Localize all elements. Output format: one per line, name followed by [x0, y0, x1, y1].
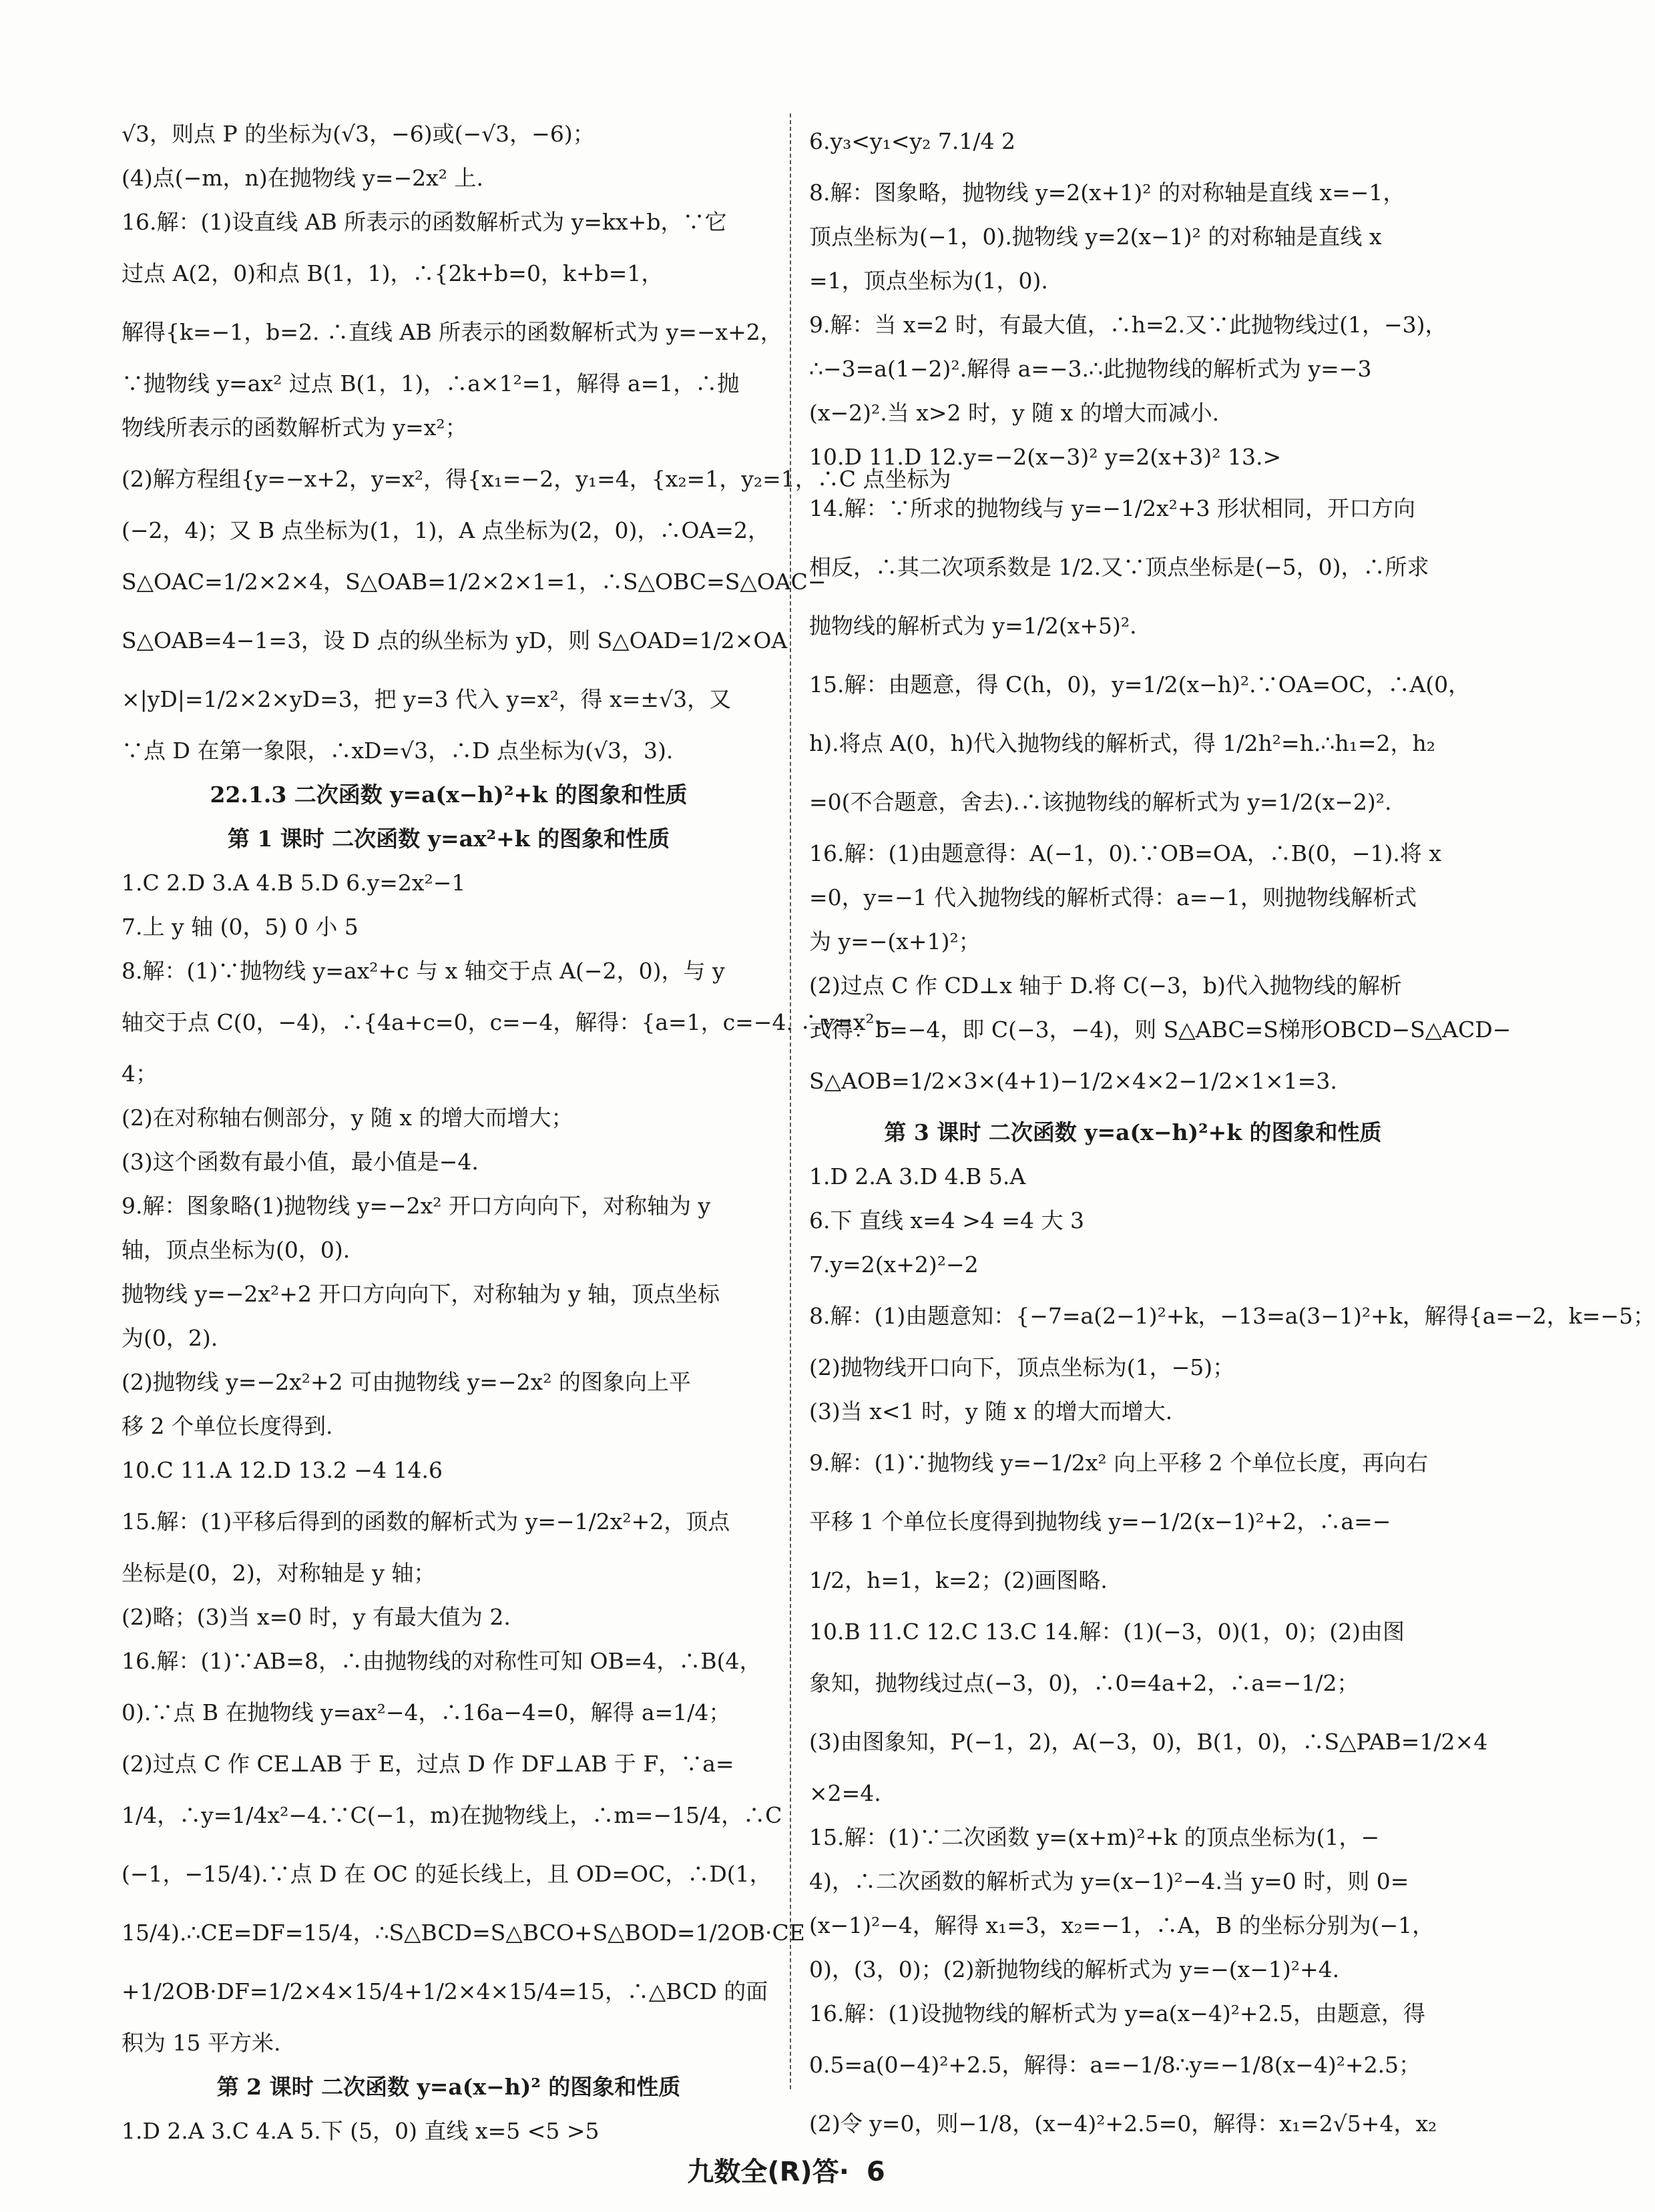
answer-line: S△OAB=4−1=3，设 D 点的纵坐标为 yD，则 S△OAD=1/2×OA: [122, 627, 788, 653]
answer-line: 坐标是(0，2)，对称轴是 y 轴；: [122, 1560, 436, 1586]
answer-line: ∵点 D 在第一象限，∴xD=√3，∴D 点坐标为(√3，3).: [122, 738, 674, 764]
answer-line: =1，顶点坐标为(1，0).: [809, 268, 1048, 294]
answer-line: 轴交于点 C(0，−4)，∴{4a+c=0，c=−4，解得：{a=1，c=−4. ∴y=x²−: [122, 1009, 893, 1035]
answer-line: 1/2，h=1，k=2；(2)画图略.: [809, 1567, 1108, 1593]
answer-line: 1.C 2.D 3.A 4.B 5.D 6.y=2x²−1: [122, 870, 466, 896]
answer-line: =0(不合题意，舍去).∴该抛物线的解析式为 y=1/2(x−2)².: [809, 789, 1392, 815]
answer-line: 抛物线 y=−2x²+2 开口方向向下，对称轴为 y 轴，顶点坐标: [122, 1281, 720, 1307]
answer-line: (4)点(−m，n)在抛物线 y=−2x² 上.: [122, 165, 483, 191]
answer-line: S△OAC=1/2×2×4，S△OAB=1/2×2×1=1，∴S△OBC=S△OAC−: [122, 569, 826, 595]
answer-line: (3)当 x<1 时，y 随 x 的增大而增大.: [809, 1398, 1173, 1424]
answer-line: (2)略；(3)当 x=0 时，y 有最大值为 2.: [122, 1604, 511, 1630]
answer-line: 9.解：当 x=2 时，有最大值，∴h=2.又∵此抛物线过(1，−3)，: [809, 312, 1447, 338]
answer-line: ∴−3=a(1−2)².解得 a=−3.∴此抛物线的解析式为 y=−3: [809, 356, 1372, 382]
answer-line: (−1，−15/4).∵点 D 在 OC 的延长线上，且 OD=OC，∴D(1，: [122, 1861, 772, 1887]
answer-line: (2)解方程组{y=−x+2，y=x²，得{x₁=−2，y₁=4，{x₂=1，y₂=1，∴C 点坐标为: [122, 466, 951, 492]
answer-line: ∵抛物线 y=ax² 过点 B(1，1)，∴a×1²=1，解得 a=1，∴抛: [122, 370, 740, 396]
answer-line: 16.解：(1)∵AB=8，∴由抛物线的对称性可知 OB=4，∴B(4，: [122, 1648, 762, 1674]
answer-line: 15.解：(1)平移后得到的函数的解析式为 y=−1/2x²+2，顶点: [122, 1508, 730, 1535]
answer-line: 14.解：∵所求的抛物线与 y=−1/2x²+3 形状相同，开口方向: [809, 495, 1415, 521]
answer-line: 过点 A(2，0)和点 B(1，1)，∴{2k+b=0，k+b=1，: [122, 260, 664, 286]
answer-line: (−2，4)；又 B 点坐标为(1，1)，A 点坐标为(2，0)，∴OA=2，: [122, 517, 770, 543]
answer-line: 10.B 11.C 12.C 13.C 14.解：(1)(−3，0)(1，0)；(2)由图: [809, 1619, 1405, 1645]
answer-line: 为(0，2).: [122, 1325, 218, 1351]
answer-line: (3)这个函数有最小值，最小值是−4.: [122, 1149, 479, 1175]
answer-line: ×|yD|=1/2×2×yD=3，把 y=3 代入 y=x²，得 x=±√3，又: [122, 686, 732, 712]
answer-line: (2)抛物线开口向下，顶点坐标为(1，−5)；: [809, 1354, 1235, 1380]
answer-line: 解得{k=−1，b=2. ∴直线 AB 所表示的函数解析式为 y=−x+2，: [122, 319, 782, 345]
answer-line: ×2=4.: [809, 1780, 881, 1806]
answer-line: (2)抛物线 y=−2x²+2 可由抛物线 y=−2x² 的图象向上平: [122, 1369, 691, 1395]
answer-line: 16.解：(1)设直线 AB 所表示的函数解析式为 y=kx+b，∵它: [122, 209, 727, 235]
answer-line: 8.解：(1)由题意知：{−7=a(2−1)²+k，−13=a(3−1)²+k，解得{a=−2，k=−5；: [809, 1303, 1655, 1329]
answer-line: 6.y₃<y₁<y₂ 7.1/4 2: [809, 128, 1015, 154]
column-divider: [790, 113, 791, 2089]
section-heading: 22.1.3 二次函数 y=a(x−h)²+k 的图象和性质: [210, 782, 688, 808]
answer-line: (x−2)².当 x>2 时，y 随 x 的增大而减小.: [809, 400, 1220, 426]
answer-line: 相反，∴其二次项系数是 1/2.又∵顶点坐标是(−5，0)，∴所求: [809, 554, 1429, 580]
answer-line: 1.D 2.A 3.C 4.A 5.下 (5，0) 直线 x=5 <5 >5: [122, 2118, 600, 2144]
answer-line: 抛物线的解析式为 y=1/2(x+5)².: [809, 613, 1137, 639]
right-column: [809, 112, 1655, 2153]
page-number: 6: [866, 2157, 885, 2187]
answer-line: 7.y=2(x+2)²−2: [809, 1252, 979, 1278]
footer-label: 九数全(R)答·: [687, 2157, 849, 2187]
answer-line: 0.5=a(0−4)²+2.5，解得：a=−1/8∴y=−1/8(x−4)²+2.5；: [809, 2052, 1421, 2078]
answer-line: =0，y=−1 代入抛物线的解析式得：a=−1，则抛物线解析式: [809, 884, 1417, 910]
answer-line: 16.解：(1)由题意得：A(−1，0).∵OB=OA，∴B(0，−1).将 x: [809, 840, 1442, 866]
answer-line: 积为 15 平方米.: [122, 2030, 281, 2056]
answer-line: 4；: [122, 1061, 158, 1087]
answer-line: (2)过点 C 作 CE⊥AB 于 E，过点 D 作 DF⊥AB 于 F，∵a=: [122, 1751, 734, 1777]
answer-line: 1.D 2.A 3.D 4.B 5.A: [809, 1163, 1026, 1189]
answer-line: 4)，∴二次函数的解析式为 y=(x−1)²−4.当 y=0 时，则 0=: [809, 1868, 1409, 1894]
answer-line: 15/4).∴CE=DF=15/4，∴S△BCD=S△BCO+S△BOD=1/2OB·CE: [122, 1920, 805, 1946]
answer-line: (3)由图象知，P(−1，2)，A(−3，0)，B(1，0)，∴S△PAB=1/2×4: [809, 1729, 1488, 1755]
answer-line: 10.C 11.A 12.D 13.2 −4 14.6: [122, 1457, 443, 1483]
answer-line: (2)令 y=0，则−1/8，(x−4)²+2.5=0，解得：x₁=2√5+4，x₂: [809, 2111, 1437, 2137]
answer-line: 10.D 11.D 12.y=−2(x−3)² y=2(x+3)² 13.>: [809, 444, 1282, 470]
section-heading: 第 1 课时 二次函数 y=ax²+k 的图象和性质: [227, 826, 670, 852]
answer-line: 式得：b=−4，即 C(−3，−4)，则 S△ABC=S梯形OBCD−S△ACD−: [809, 1017, 1511, 1043]
answer-line: 8.解：图象略，抛物线 y=2(x+1)² 的对称轴是直线 x=−1，: [809, 180, 1405, 206]
answer-line: S△AOB=1/2×3×(4+1)−1/2×4×2−1/2×1×1=3.: [809, 1068, 1337, 1094]
answer-line: 轴，顶点坐标为(0，0).: [122, 1237, 350, 1263]
answer-line: 0).∵点 B 在抛物线 y=ax²−4，∴16a−4=0，解得 a=1/4；: [122, 1699, 731, 1725]
section-heading: 第 3 课时 二次函数 y=a(x−h)²+k 的图象和性质: [884, 1119, 1382, 1145]
section-heading: 第 2 课时 二次函数 y=a(x−h)² 的图象和性质: [216, 2074, 681, 2100]
answer-line: 16.解：(1)设抛物线的解析式为 y=a(x−4)²+2.5，由题意，得: [809, 2000, 1426, 2026]
answer-line: √3，则点 P 的坐标为(√3，−6)或(−√3，−6)；: [122, 121, 595, 147]
answer-line: 象知，抛物线过点(−3，0)，∴0=4a+2，∴a=−1/2；: [809, 1670, 1359, 1696]
answer-line: 9.解：图象略(1)抛物线 y=−2x² 开口方向向下，对称轴为 y: [122, 1193, 711, 1219]
page-footer: [0, 2151, 1572, 2189]
answer-line: 移 2 个单位长度得到.: [122, 1413, 333, 1439]
answer-line: h).将点 A(0，h)代入抛物线的解析式，得 1/2h²=h.∴h₁=2，h₂: [809, 730, 1436, 756]
answer-line: 7.上 y 轴 (0，5) 0 小 5: [122, 914, 359, 940]
answer-line: 15.解：由题意，得 C(h，0)，y=1/2(x−h)².∵OA=OC，∴A(0，: [809, 671, 1471, 698]
answer-line: 平移 1 个单位长度得到抛物线 y=−1/2(x−1)²+2，∴a=−: [809, 1508, 1391, 1535]
answer-line: 8.解：(1)∵抛物线 y=ax²+c 与 x 轴交于点 A(−2，0)，与 y: [122, 958, 725, 984]
answer-line: 6.下 直线 x=4 >4 =4 大 3: [809, 1207, 1084, 1233]
answer-line: +1/2OB·DF=1/2×4×15/4+1/2×4×15/4=15，∴△BCD 的面: [122, 1978, 768, 2004]
answer-line: 物线所表示的函数解析式为 y=x²；: [122, 414, 467, 441]
answer-line: 1/4，∴y=1/4x²−4.∵C(−1，m)在抛物线上，∴m=−15/4，∴C: [122, 1802, 782, 1828]
answer-line: (2)在对称轴右侧部分，y 随 x 的增大而增大；: [122, 1105, 573, 1131]
answer-line: (2)过点 C 作 CD⊥x 轴于 D.将 C(−3，b)代入抛物线的解析: [809, 973, 1402, 999]
answer-line: 顶点坐标为(−1，0).抛物线 y=2(x−1)² 的对称轴是直线 x: [809, 224, 1382, 250]
answer-line: 0)，(3，0)；(2)新抛物线的解析式为 y=−(x−1)²+4.: [809, 1956, 1340, 1982]
answer-line: (x−1)²−4，解得 x₁=3，x₂=−1，∴A，B 的坐标分别为(−1，: [809, 1912, 1435, 1938]
answer-line: 为 y=−(x+1)²；: [809, 928, 981, 954]
answer-line: 9.解：(1)∵抛物线 y=−1/2x² 向上平移 2 个单位长度，再向右: [809, 1450, 1429, 1476]
answer-line: 15.解：(1)∵二次函数 y=(x+m)²+k 的顶点坐标为(1，−: [809, 1824, 1380, 1850]
